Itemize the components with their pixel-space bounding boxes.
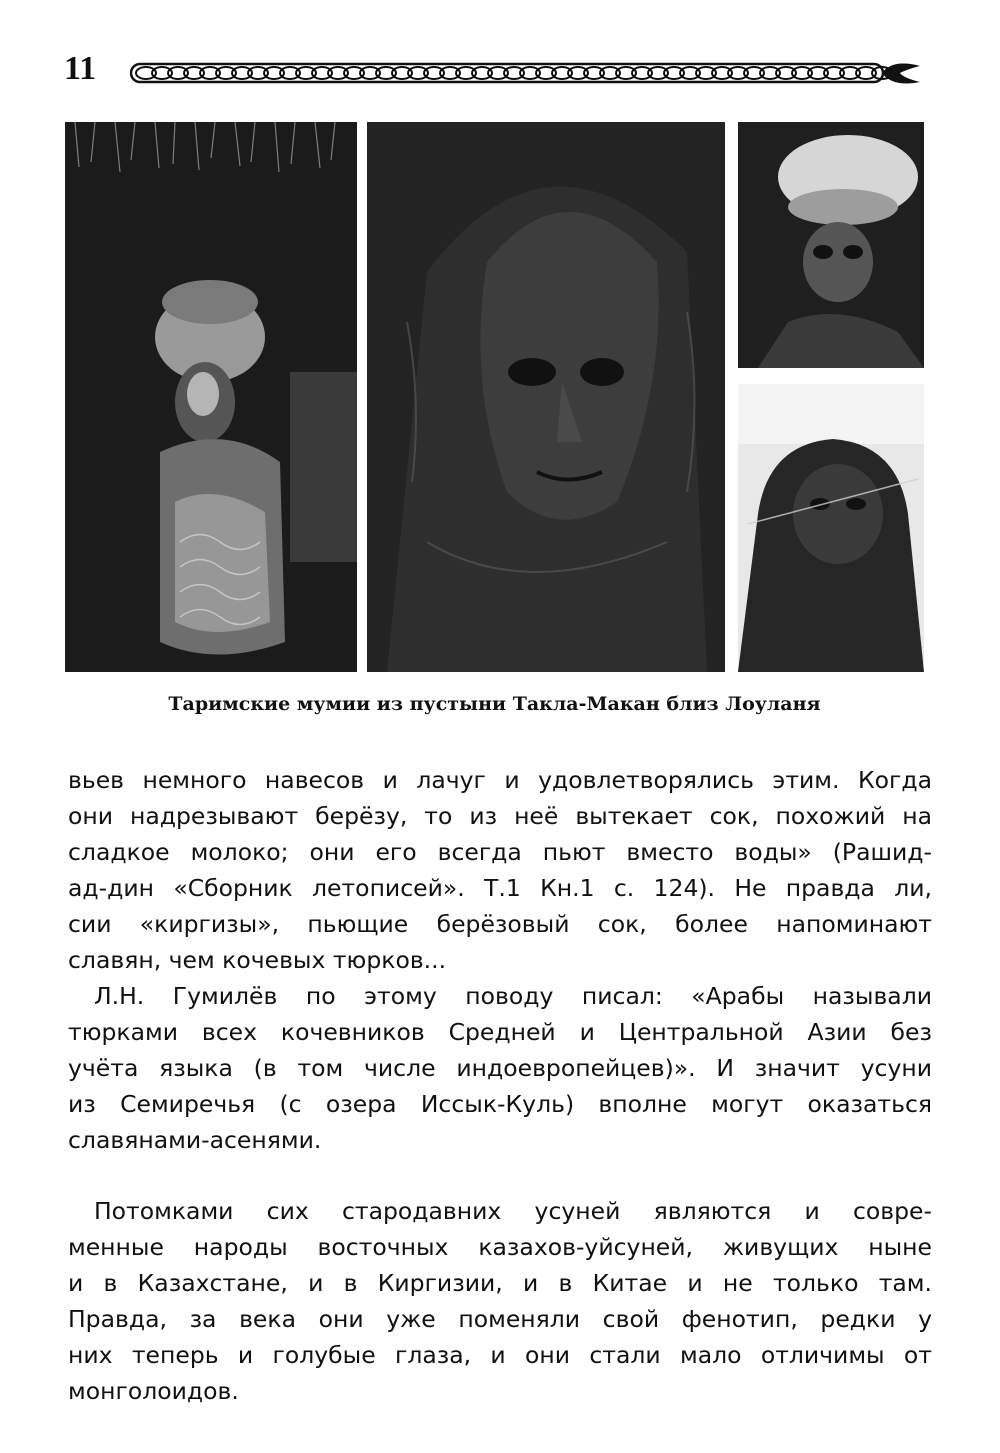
paragraph (68, 1193, 932, 1409)
mummy-child-photo (738, 384, 924, 672)
mummy-headdress-photo (738, 122, 924, 368)
paragraph (68, 762, 932, 978)
text-line: ад-дин «Сборник летописей». Т.1 Кн.1 с. 124). Не правда ли, (68, 874, 932, 902)
text-line: славян, чем кочевых тюрков... (68, 946, 447, 974)
text-line: сладкое молоко; они его всегда пьют вместо воды» (Рашид- (68, 838, 932, 866)
paragraph (68, 978, 932, 1158)
paragraph-gap (68, 1158, 932, 1193)
text-line: они надрезывают берёзу, то из неё вытекает сок, похожий на (68, 802, 932, 830)
mummy-face-closeup-photo (367, 122, 725, 672)
text-line: менные народы восточных казахов-уйсуней, живущих ныне (68, 1233, 932, 1261)
body-text (68, 762, 932, 1409)
photo-caption: Таримские мумии из пустыни Такла-Макан близ Лоуланя (168, 693, 821, 715)
text-line: них теперь и голубые глаза, и они стали мало отличимы от (68, 1341, 932, 1369)
text-line: Правда, за века они уже поменяли свой фенотип, редки у (68, 1305, 932, 1333)
text-line: сии «киргизы», пьющие берёзовый сок, более напоминают (68, 910, 932, 938)
text-line: и в Казахстане, и в Киргизии, и в Китае и не только там. (68, 1269, 932, 1297)
braided-ornament-rule (130, 60, 922, 86)
text-line: Потомками сих стародавних усуней являются и совре- (94, 1197, 932, 1225)
text-line: из Семиречья (с озера Иссык-Куль) вполне могут оказаться (68, 1090, 932, 1118)
text-line: монголоидов. (68, 1377, 239, 1405)
text-line: Л.Н. Гумилёв по этому поводу писал: «Арабы называли (94, 982, 932, 1010)
text-line: славянами-асенями. (68, 1126, 322, 1154)
mummy-full-figure-photo (65, 122, 357, 672)
page-number: 11 (64, 50, 97, 87)
text-line: тюрками всех кочевников Средней и Центральной Азии без (68, 1018, 932, 1046)
text-line: вьев немного навесов и лачуг и удовлетворялись этим. Когда (68, 766, 932, 794)
text-line: учёта языка (в том числе индоевропейцев)». И значит усуни (68, 1054, 932, 1082)
